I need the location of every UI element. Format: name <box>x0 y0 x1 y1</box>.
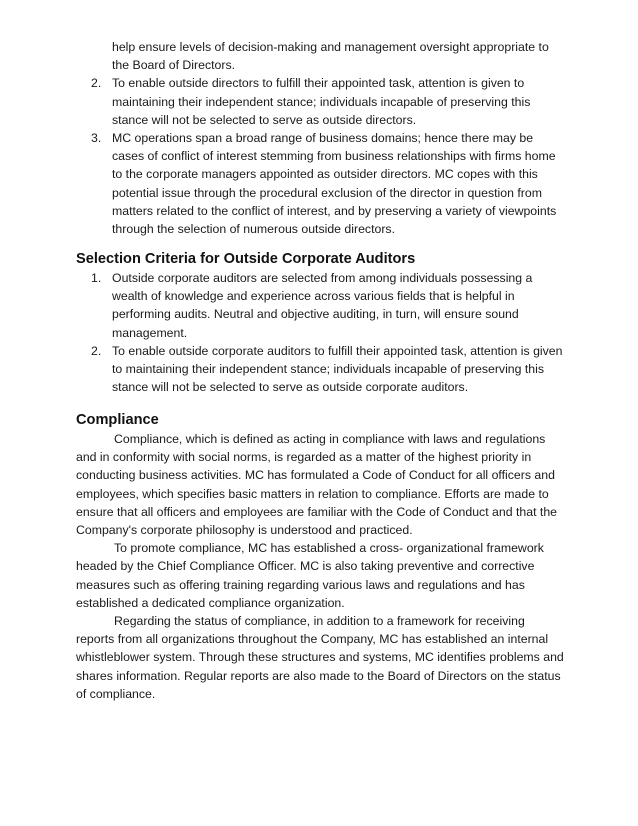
list-item-number: 3. <box>91 131 102 146</box>
list-item <box>76 74 566 129</box>
compliance-paragraph: Compliance, which is defined as acting in compliance with laws and regulations and in conformity with social norms, is regarded as a matter of the highest priority in conducting business activities. MC has formulated a Code of Conduct for all officers and employees, which specifies basic matters in relation to compliance. Efforts are made to ensure that all officers and employees are familiar with the Code of Conduct and that the Company's corporate philosophy is understood and practiced. <box>76 432 557 538</box>
compliance-body <box>76 430 566 703</box>
list-item-text: To enable outside corporate auditors to fulfill their appointed task, attention is given to maintaining their independent stance; individuals incapable of preserving this stance will not be selected to serve as outside corporate auditors. <box>112 343 563 395</box>
list-item-text: MC operations span a broad range of business domains; hence there may be cases of conflict of interest stemming from business relationships with firms home to the corporate managers appointed as outsider directors. MC copes with this potential issue through the procedural exclusion of the director in question from matters related to the conflict of interest, and by preserving a variety of viewpoints through the selection of numerous outside directors. <box>112 131 557 237</box>
list-item-number: 2. <box>91 76 102 91</box>
list-item <box>76 129 566 238</box>
list-item-number: 1. <box>91 271 102 285</box>
compliance-paragraph: Regarding the status of compliance, in addition to a framework for receiving reports from all organizations throughout the Company, MC has established an internal whistleblower system. Through these structures and systems, MC identifies problems and shares information. Regular reports are also made to the Board of Directors on the status of compliance. <box>76 614 564 701</box>
list-item-text: Outside corporate auditors are selected from among individuals possessing a wealth of knowledge and experience across various fields that is helpful in performing audits. Neutral and objective auditing, in turn, will ensure sound management. <box>112 271 533 340</box>
list-item-text: help ensure levels of decision-making and management oversight appropriate to the Board of Directors. <box>112 40 549 73</box>
list-item-number: 2. <box>91 343 102 358</box>
section-heading-compliance: Compliance <box>76 412 159 428</box>
section-heading-auditors: Selection Criteria for Outside Corporate Auditors <box>76 251 416 267</box>
list-item <box>76 269 566 342</box>
list-item <box>76 342 566 397</box>
intro-list <box>76 38 566 238</box>
auditors-list <box>76 269 566 396</box>
list-item-continuation <box>76 38 566 74</box>
compliance-paragraph: To promote compliance, MC has established a cross- organizational framework headed by the Chief Compliance Officer. MC is also taking preventive and corrective measures such as offering training regarding various laws and regulations and has established a dedicated compliance organization. <box>76 541 544 610</box>
list-item-text: To enable outside directors to fulfill their appointed task, attention is given to maintaining their independent stance; individuals incapable of preserving this stance will not be selected to serve as outside directors. <box>112 76 531 127</box>
